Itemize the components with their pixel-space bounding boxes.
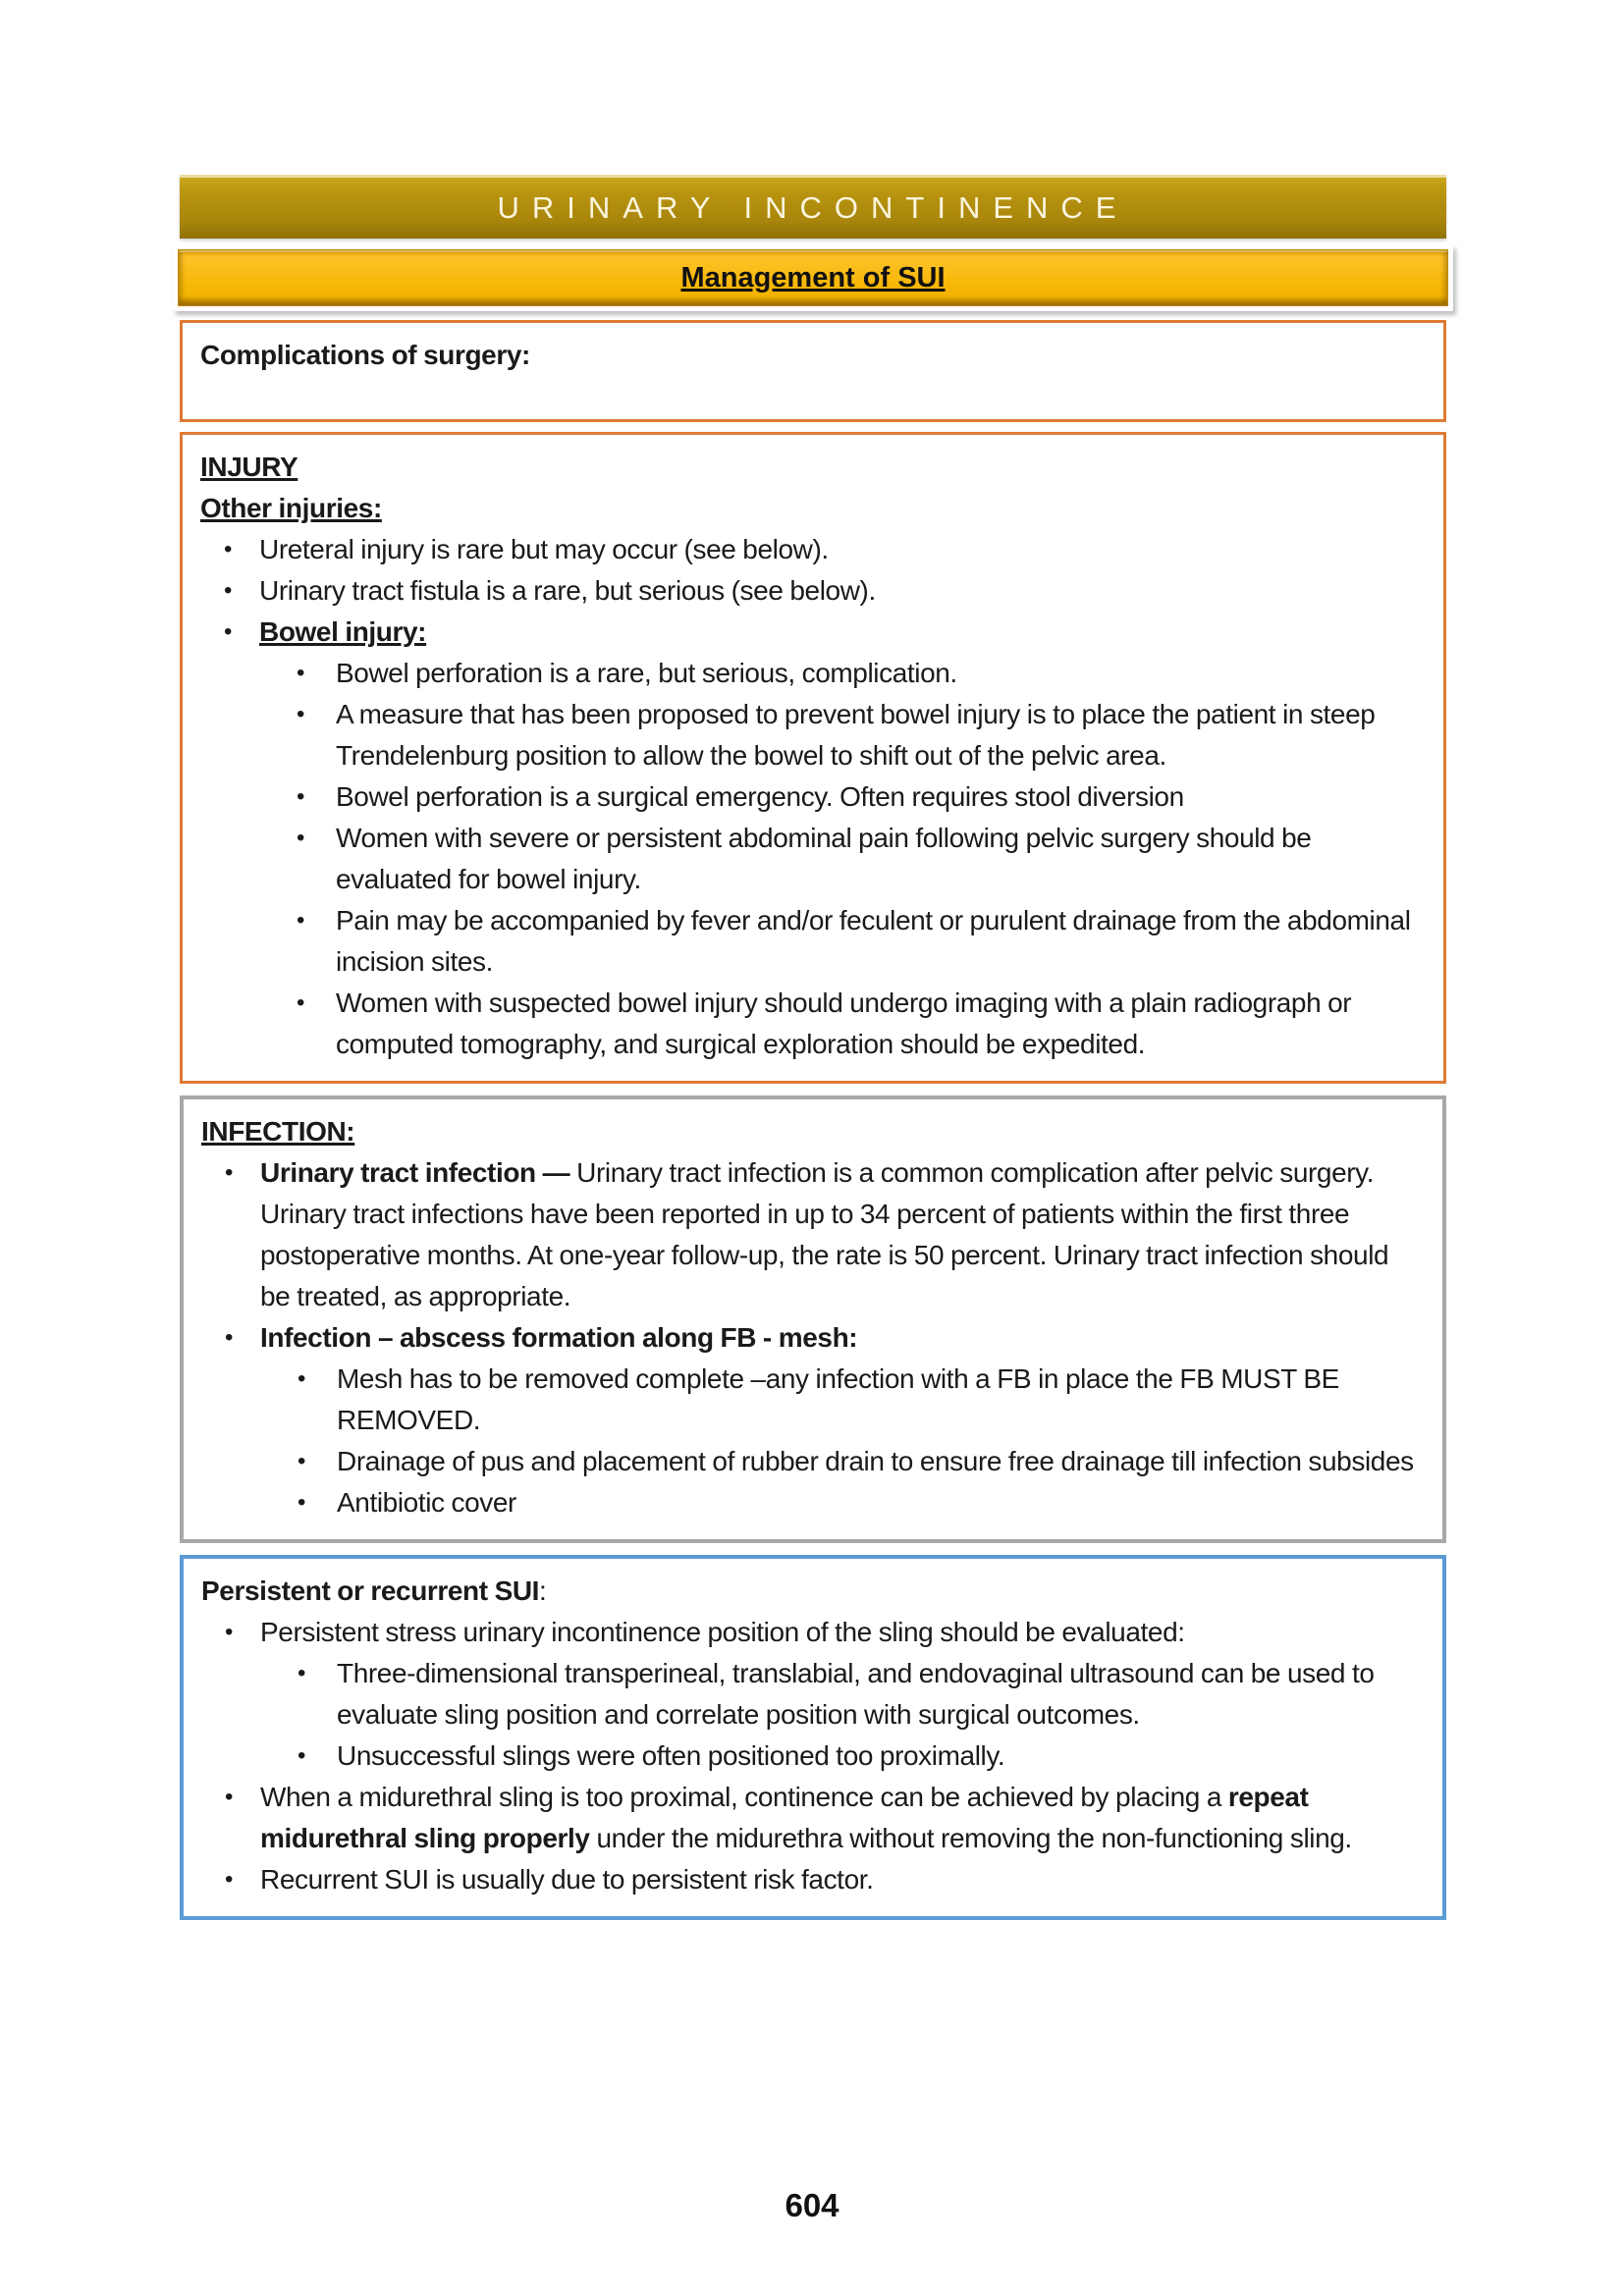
bullet-marker: • [298, 1742, 306, 1769]
list-item [201, 1317, 1425, 1359]
bullet-marker: • [298, 1489, 306, 1516]
list-item [201, 1653, 1425, 1735]
list-item-text: Bowel perforation is a rare, but serious, complication. [336, 658, 957, 688]
complications-title: Complications of surgery: [200, 340, 530, 370]
list-item-text: Women with severe or persistent abdominal pain following pelvic surgery should be evaluated for bowel injury. [336, 823, 1312, 894]
bullet-marker: • [224, 577, 233, 604]
bullet-marker: • [225, 1784, 234, 1810]
spacer [200, 376, 1426, 403]
list-item [200, 653, 1426, 694]
list-item-text: Bowel perforation is a surgical emergency. Often requires stool diversion [336, 781, 1184, 812]
repeat-post: under the midurethra without removing the non-functioning sling. [589, 1823, 1352, 1853]
list-item [201, 1482, 1425, 1523]
list-item-text: Drainage of pus and placement of rubber drain to ensure free drainage till infection subsides [337, 1446, 1414, 1476]
persistent-heading-bold: Persistent or recurrent SUI [201, 1575, 540, 1606]
bullet-marker: • [298, 1448, 306, 1474]
persistent-heading [201, 1571, 1425, 1612]
persistent-sui-box [180, 1555, 1446, 1920]
list-item [200, 776, 1426, 818]
repeat-pre: When a midurethral sling is too proximal, continence can be achieved by placing a [260, 1782, 1228, 1812]
bullet-marker: • [224, 536, 233, 562]
bowel-injury-heading: Bowel injury: [259, 616, 427, 647]
list-item [201, 1152, 1425, 1317]
injury-heading: INJURY [200, 452, 298, 482]
infection-heading: INFECTION: [201, 1116, 355, 1147]
subtitle-text: Management of SUI [680, 261, 946, 294]
list-item-text: Ureteral injury is rare but may occur (see below). [259, 534, 829, 564]
bullet-marker: • [297, 907, 305, 934]
subtitle-banner-frame [173, 244, 1453, 311]
bullet-marker: • [225, 1324, 234, 1351]
subtitle-banner [178, 249, 1448, 306]
list-item-text: Unsuccessful slings were often positioned too proximally. [337, 1740, 1005, 1771]
complications-box [180, 320, 1446, 422]
bullet-marker: • [225, 1159, 234, 1186]
page-number: 604 [785, 2187, 839, 2223]
bullet-marker: • [298, 1660, 306, 1686]
list-item [201, 1359, 1425, 1441]
list-item [200, 529, 1426, 570]
list-item [200, 570, 1426, 612]
list-item-text: A measure that has been proposed to prevent bowel injury is to place the patient in steep Trendelenburg position to allow the bowel to shift out of the pelvic area. [336, 699, 1376, 771]
page-title: URINARY INCONTINENCE [497, 190, 1129, 225]
list-item-text: Women with suspected bowel injury should undergo imaging with a plain radiograph or computed tomography, and surgical exploration should be expedited. [336, 988, 1352, 1059]
bullet-marker: • [225, 1619, 234, 1645]
repeat-bold: repeat midurethral sling properly [260, 1782, 1309, 1853]
list-item [201, 1735, 1425, 1777]
injury-subheading: Other injuries: [200, 493, 382, 523]
list-item [200, 900, 1426, 983]
list-item-text: Pain may be accompanied by fever and/or feculent or purulent drainage from the abdominal incision sites. [336, 905, 1411, 977]
list-item-text: Urinary tract fistula is a rare, but serious (see below). [259, 575, 876, 606]
infection-box [180, 1095, 1446, 1543]
bullet-marker: • [298, 1365, 306, 1392]
list-item [200, 694, 1426, 776]
list-item-text: Recurrent SUI is usually due to persistent risk factor. [260, 1864, 874, 1895]
list-item-text: Antibiotic cover [337, 1487, 516, 1518]
list-item [200, 983, 1426, 1065]
list-item [200, 612, 1426, 653]
bullet-marker: • [297, 825, 305, 851]
bullet-marker: • [297, 660, 305, 686]
bullet-marker: • [225, 1866, 234, 1893]
bullet-marker: • [297, 701, 305, 727]
list-item [201, 1859, 1425, 1900]
list-item [201, 1777, 1425, 1859]
abscess-heading: Infection – abscess formation along FB - mesh: [260, 1322, 858, 1353]
list-item [200, 818, 1426, 900]
list-item-text: Persistent stress urinary incontinence position of the sling should be evaluated: [260, 1617, 1185, 1647]
list-item [201, 1612, 1425, 1653]
persistent-heading-colon: : [539, 1575, 547, 1606]
page-footer [0, 2187, 1624, 2224]
uti-rest: Urinary tract infection is a common complication after pelvic surgery. Urinary tract infections have been reported in up to 34 percent of patients within the first three postoperative months. At one-year follow-up, the rate is 50 percent. Urinary tract infection should be treated, as appropriate. [260, 1157, 1389, 1311]
list-item [201, 1441, 1425, 1482]
list-item-text: Mesh has to be removed complete –any infection with a FB in place the FB MUST BE REMOVED. [337, 1363, 1339, 1435]
injury-box [180, 432, 1446, 1084]
list-item-text: Three-dimensional transperineal, translabial, and endovaginal ultrasound can be used to evaluate sling position and correlate position with surgical outcomes. [337, 1658, 1375, 1730]
uti-lead: Urinary tract infection — [260, 1157, 577, 1188]
bullet-marker: • [297, 989, 305, 1016]
content-column [180, 175, 1446, 1920]
uti-paragraph [260, 1152, 1425, 1317]
bullet-marker: • [297, 783, 305, 810]
repeat-sling-paragraph [260, 1777, 1425, 1859]
main-title-banner [180, 175, 1446, 239]
bullet-marker: • [224, 618, 233, 645]
